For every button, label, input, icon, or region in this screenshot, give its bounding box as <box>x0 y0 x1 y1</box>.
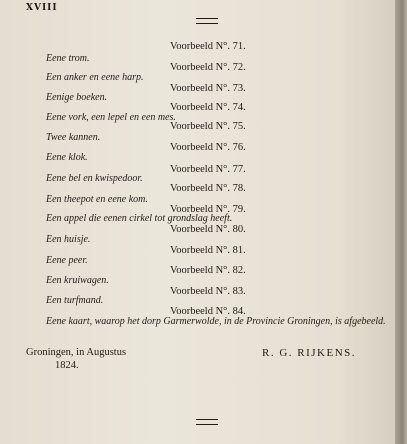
example-label: Voorbeeld N°. 74. <box>170 102 246 113</box>
entry-text: Eene vork, een lepel en een mes. <box>46 112 176 123</box>
signature: R. G. RIJKENS. <box>262 347 357 359</box>
page-edge <box>395 0 407 444</box>
footer-rule <box>196 419 218 425</box>
entry-text: Eene bel en kwispedoor. <box>46 173 143 184</box>
entry-text: Een theepot en eene kom. <box>46 194 148 205</box>
page-number: XVIII <box>26 3 58 13</box>
example-label: Voorbeeld N°. 72. <box>170 62 246 73</box>
example-label: Voorbeeld N°. 82. <box>170 265 246 276</box>
example-label: Voorbeeld N°. 77. <box>170 164 246 175</box>
entry-text: Eenige boeken. <box>46 92 108 103</box>
example-label: Voorbeeld N°. 79. <box>170 204 246 215</box>
entry-text: Een appel die eenen cirkel tot grondslag heeft. <box>46 213 233 224</box>
example-label: Voorbeeld N°. 73. <box>170 83 246 94</box>
example-label: Voorbeeld N°. 84. <box>170 306 246 317</box>
year: 1824. <box>55 360 79 371</box>
example-label: Voorbeeld N°. 71. <box>170 41 246 52</box>
example-label: Voorbeeld N°. 83. <box>170 286 246 297</box>
example-label: Voorbeeld N°. 80. <box>170 224 246 235</box>
example-label: Voorbeeld N°. 78. <box>170 183 246 194</box>
example-label: Voorbeeld N°. 76. <box>170 142 246 153</box>
entry-text: Een turfmand. <box>46 295 104 306</box>
entry-text: Een anker en eene harp. <box>46 72 144 83</box>
example-label: Voorbeeld N°. 75. <box>170 121 246 132</box>
entry-text: Twee kannen. <box>46 132 101 143</box>
entry-text: Een kruiwagen. <box>46 275 109 286</box>
entry-text: Een huisje. <box>46 234 91 245</box>
entry-text: Eene klok. <box>46 152 88 163</box>
place-and-month: Groningen, in Augustus <box>26 347 127 358</box>
header-rule <box>196 18 218 24</box>
example-label: Voorbeeld N°. 81. <box>170 245 246 256</box>
entry-text: Eene kaart, waarop het dorp Garmerwolde, in de Provincie Groningen, is afgebeeld. <box>46 316 386 327</box>
entry-text: Eene peer. <box>46 255 88 266</box>
entry-text: Eene trom. <box>46 53 90 64</box>
